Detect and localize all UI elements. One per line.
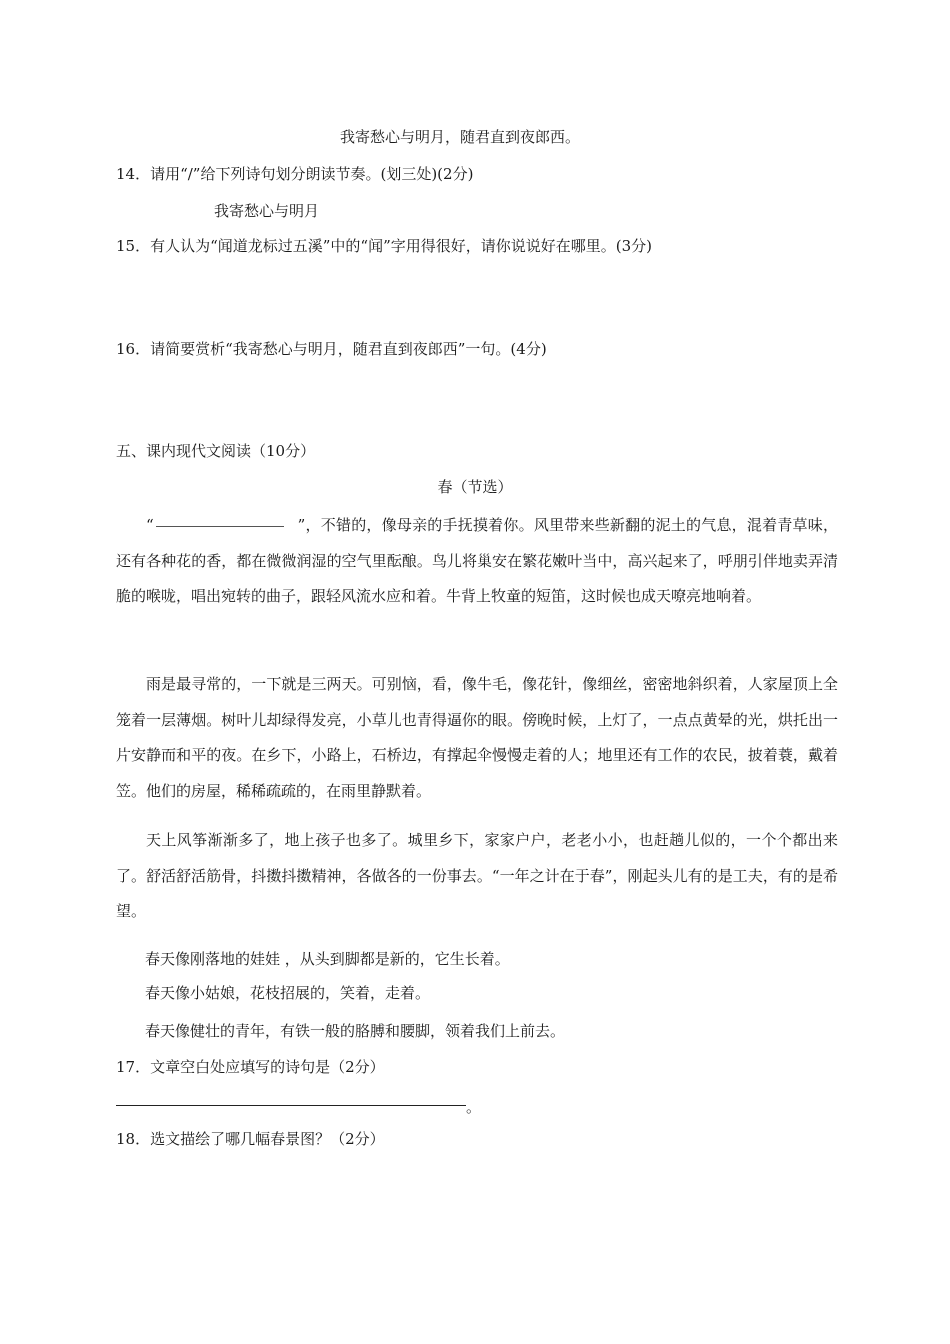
- passage-sentence-1: 春天像刚落地的娃娃 ，从头到脚都是新的，它生长着。: [145, 950, 510, 968]
- passage-sentence-3: 春天像健壮的青年，有铁一般的胳膊和腰脚，领着我们上前去。: [145, 1022, 566, 1040]
- fill-in-blank[interactable]: [156, 525, 284, 527]
- section-heading: 五、课内现代文阅读（10分）: [116, 442, 316, 460]
- passage-paragraph-1: [116, 508, 838, 615]
- poem-line: 我寄愁心与明月，随君直到夜郎西。: [340, 128, 581, 146]
- question-18: 18．选文描绘了哪几幅春景图？（2分）: [116, 1130, 385, 1148]
- question-14-poem: 我寄愁心与明月: [214, 202, 320, 220]
- question-16: 16．请简要赏析“我寄愁心与明月，随君直到夜郎西”一句。(4分): [116, 340, 547, 358]
- question-15: 15．有人认为“闻道龙标过五溪”中的“闻”字用得很好，请你说说好在哪里。(3分): [116, 237, 653, 255]
- question-17: 17．文章空白处应填写的诗句是（2分）: [116, 1058, 385, 1076]
- passage-sentence-2: 春天像小姑娘，花枝招展的，笑着，走着。: [145, 984, 431, 1002]
- quote-open: “: [146, 516, 154, 534]
- passage-paragraph-3: 天上风筝渐渐多了，地上孩子也多了。城里乡下，家家户户，老老小小，也赶趟儿似的，一个个都出来了。舒活舒活筋骨，抖擞抖擞精神，各做各的一份事去。“一年之计在于春”，刚起头儿有的是工夫，有的是希望。: [116, 831, 838, 920]
- paragraph-1-text: ”，不错的，像母亲的手抚摸着你。风里带来些新翻的泥土的气息，混着青草味，还有各种花的香，都在微微润湿的空气里酝酿。鸟儿将巢安在繁花嫩叶当中，高兴起来了，呼朋引伴地卖弄清脆的喉咙，唱出宛转的曲子，跟轻风流水应和着。牛背上牧童的短笛，这时候也成天嘹亮地响着。: [116, 516, 838, 605]
- passage-title: 春（节选）: [437, 478, 513, 496]
- question-14: 14．请用“/”给下列诗句划分朗读节奏。(划三处)(2分): [116, 165, 474, 183]
- passage-paragraph-2: 雨是最寻常的，一下就是三两天。可别恼，看，像牛毛，像花针，像细丝，密密地斜织着，人家屋顶上全笼着一层薄烟。树叶儿却绿得发亮，小草儿也青得逼你的眼。傍晚时候，上灯了，一点点黄晕的光，烘托出一片安静而和平的夜。在乡下，小路上，石桥边，有撑起伞慢慢走着的人；地里还有工作的农民，披着蓑，戴着笠。他们的房屋，稀稀疏疏的，在雨里静默着。: [116, 675, 838, 800]
- answer-end-mark: 。: [466, 1098, 482, 1116]
- answer-line[interactable]: [116, 1105, 466, 1106]
